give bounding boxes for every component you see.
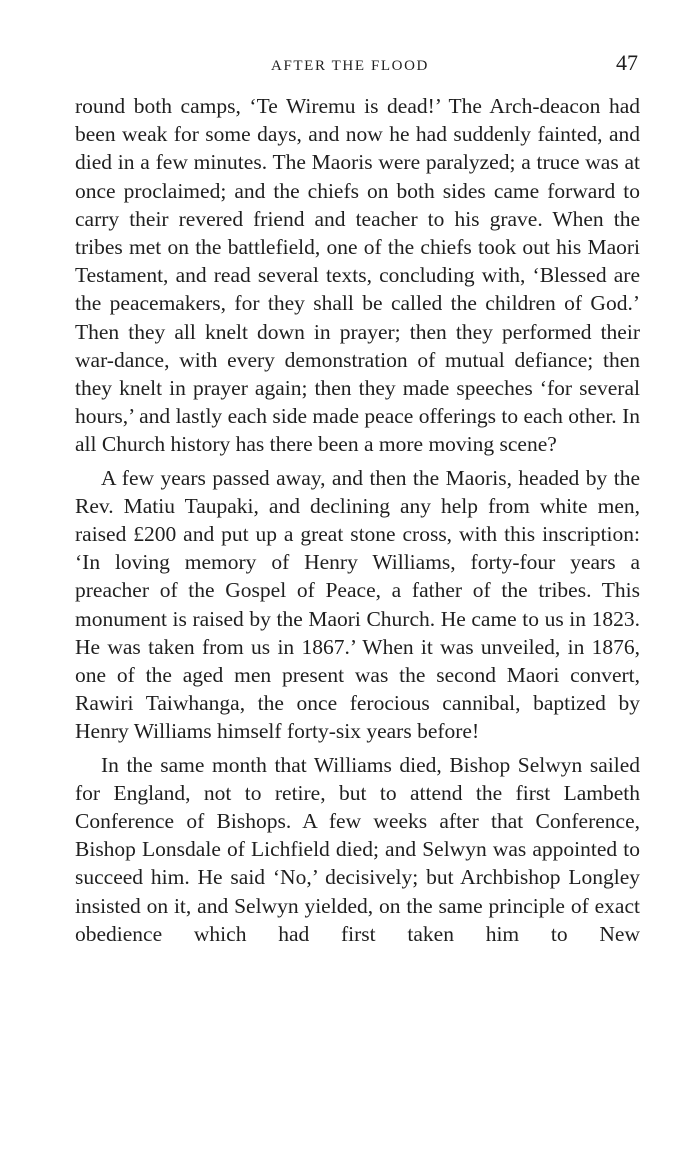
body-text bbox=[75, 92, 640, 948]
chapter-title: AFTER THE FLOOD bbox=[271, 58, 429, 74]
paragraph-2: A few years passed away, and then the Maoris, headed by the Rev. Matiu Taupaki, and declining any help from white men, raised £200 and put up a great stone cross, with this inscription: ‘In loving memory of Henry Williams, forty-four years a preacher of the Gospel of Peace, a father of the tribes. This monument is raised by the Maori Church. He came to us in 1823. He was taken from us in 1867.’ When it was unveiled, in 1876, one of the aged men present was the second Maori convert, Rawiri Taiwhanga, the once ferocious cannibal, baptized by Henry Williams himself forty-six years before! bbox=[75, 465, 640, 744]
running-head bbox=[0, 50, 700, 84]
paragraph-3: In the same month that Williams died, Bishop Selwyn sailed for England, not to retire, but to attend the first Lambeth Conference of Bishops. A few weeks after that Conference, Bishop Lonsdale of Lichfield died; and Selwyn was appointed to succeed him. He said ‘No,’ decisively; but Archbishop Longley insisted on it, and Selwyn yielded, on the same principle of exact obedience which had first taken him to New bbox=[75, 752, 640, 946]
page-number: 47 bbox=[616, 50, 638, 75]
paragraph-1: round both camps, ‘Te Wiremu is dead!’ The Arch-deacon had been weak for some days, and now he had suddenly fainted, and died in a few minutes. The Maoris were paralyzed; a truce was at once proclaimed; and the chiefs on both sides came forward to carry their revered friend and teacher to his grave. When the tribes met on the battlefield, one of the chiefs took out his Maori Testament, and read several texts, concluding with, ‘Blessed are the peacemakers, for they shall be called the children of God.’ Then they all knelt down in prayer; then they performed their war-dance, with every demonstration of mutual defiance; then they knelt in prayer again; then they made speeches ‘for several hours,’ and lastly each side made peace offerings to each other. In all Church history has there been a more moving scene? bbox=[75, 94, 640, 457]
